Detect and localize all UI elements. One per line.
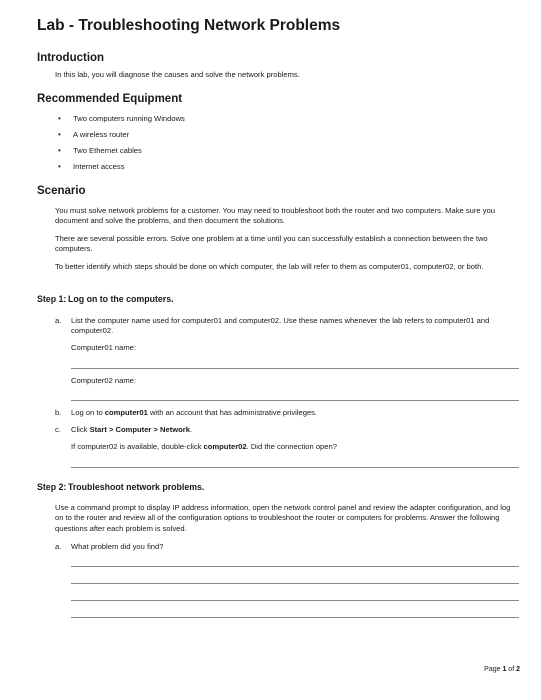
introduction-text: In this lab, you will diagnose the causes and solve the network problems. xyxy=(55,70,300,79)
computer02-name-label: Computer02 name: xyxy=(71,376,137,385)
page-number: Page 1 of 2 xyxy=(484,666,520,673)
scenario-paragraph: There are several possible errors. Solve one problem at a time until you can successfully establish a connection between the two computers. xyxy=(55,234,488,254)
answer-line[interactable] xyxy=(71,368,519,369)
answer-line[interactable] xyxy=(71,400,519,401)
answer-line[interactable] xyxy=(71,583,519,584)
answer-line[interactable] xyxy=(71,600,519,601)
step2-text: Use a command prompt to display IP address information, open the network control panel and review the adapter configuration, and log on to the router and review all of the configuration options to troubleshoot the router or computers for problems. Answer the following questions after each problem is solved. xyxy=(55,503,511,533)
step1-item-c-followup: If computer02 is available, double-click computer02. Did the connection open? xyxy=(71,442,337,451)
bullet-icon: • xyxy=(58,162,61,171)
computer01-name-label: Computer01 name: xyxy=(71,343,137,352)
step1-heading: Step 1: Log on to the computers. xyxy=(37,294,174,304)
introduction-heading: Introduction xyxy=(37,52,105,64)
scenario-paragraph: To better identify which steps should be done on which computer, the lab will refer to them as computer01, computer02, or both. xyxy=(55,262,484,271)
scenario-paragraph: You must solve network problems for a customer. You may need to troubleshoot both the router and two computers. Make sure you document and solve the problems, and then document the solutions. xyxy=(55,206,495,226)
bullet-icon: • xyxy=(58,146,61,155)
answer-line[interactable] xyxy=(71,467,519,468)
bullet-icon: • xyxy=(58,114,61,123)
document-page: Lab - Troubleshooting Network Problems Introduction In this lab, you will diagnose the causes and solve the network problems. Recommended Equipment • Two computers running Windows • A wireless router • Two Ethernet cables • Internet access Scenario You must solve network problems for a customer. You may need to troubleshoot both the router and two computers. Make sure you document and solve the problems, and then document the solutions. There are several possible errors. Solve one problem at a time until you can successfully establish a connection between the two computers. To better identify which steps should be done on which computer, the lab will refer to them as computer01, computer02, or both. Step 1: Log on to the computers. a. List the computer name used for computer01 and computer02. Use these names whenever the lab refers to computer01 and computer02. Computer01 name: Computer02 name: b. Log on to computer01 with an account that has administrative privileges. c. Click Start > Computer > Network. If computer02 is available, double-click computer02. Did the connection open? Step 2: Troubleshoot network problems. Use a command prompt to display IP address information, open the network control panel and review the adapter configuration, and log on to the router and review all of the configuration options to troubleshoot the router or computers for problems. Answer the following questions after each problem is solved. a. What problem did you find? Page 1 of 2 xyxy=(37,17,520,673)
answer-line[interactable] xyxy=(71,566,519,567)
equipment-heading: Recommended Equipment xyxy=(37,93,183,105)
step2-heading: Step 2: Troubleshoot network problems. xyxy=(37,482,205,492)
page-title: Lab - Troubleshooting Network Problems xyxy=(37,17,341,34)
scenario-heading: Scenario xyxy=(37,185,86,197)
bullet-icon: • xyxy=(58,130,61,139)
answer-line[interactable] xyxy=(71,617,519,618)
